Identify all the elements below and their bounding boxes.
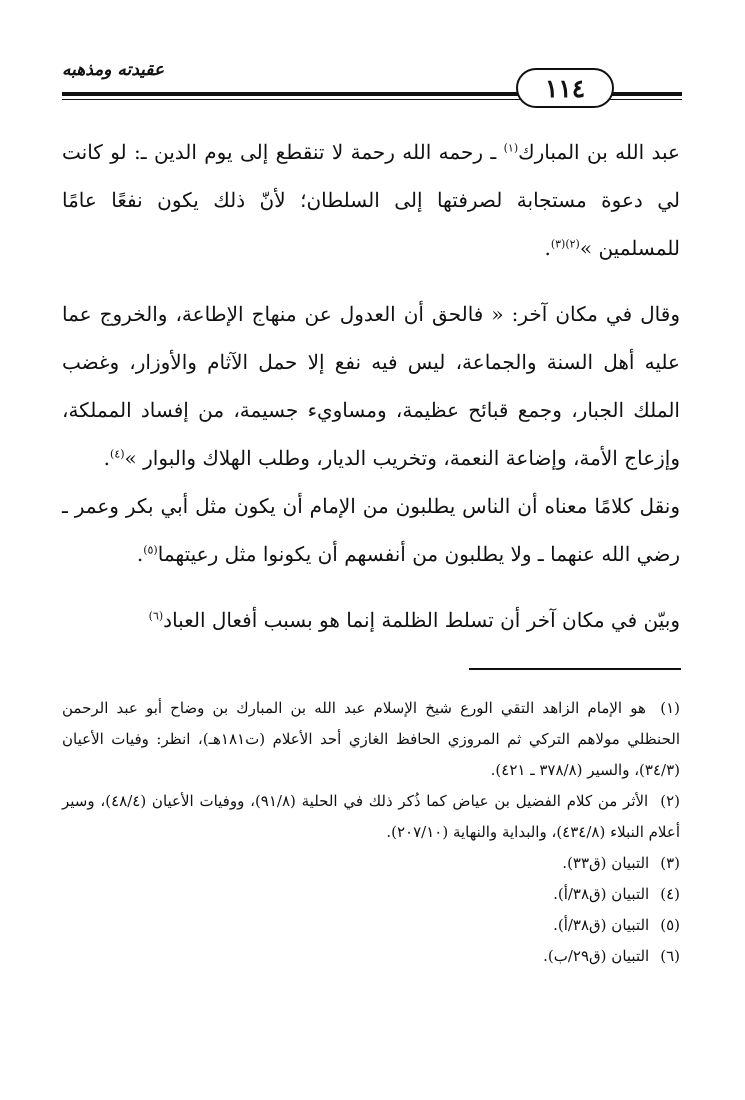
paragraph-1-part-b: ـ رحمه الله رحمة لا تنقطع إلى يوم الدين ـ: لو كانت لي دعوة مستجابة لصرفتها إلى السلطان؛ لأنّ ذلك يكون نفعًا عامًا للمسلمين » [62,140,680,260]
footnote-text: التبيان (ق٣٣). [562,854,650,872]
footnote-text: الأثر من كلام الفضيل بن عياض كما ذُكر ذلك في الحلية (٩١/٨)، ووفيات الأعيان (٤٨/٤)، وسير أعلام النبلاء (٤٣٤/٨)، والبداية والنهاية (٢٠٧/١٠). [62,792,680,841]
paragraph-4-part-a: وبيّن في مكان آخر أن تسلط الظلمة إنما هو بسبب أفعال العباد [163,608,680,632]
footnote-number: (٤) [660,885,680,903]
footnote-text: التبيان (ق٣٨/أ). [553,916,650,934]
paragraph-3 [62,482,680,578]
footnotes [62,693,680,972]
footnote-2 [62,786,680,848]
footnote-number: (١) [660,699,680,717]
paragraph-3-part-a: ونقل كلامًا معناه أن الناس يطلبون من الإمام أن يكون مثل أبي بكر وعمر ـ رضي الله عنهما ـ ولا يطلبون من أنفسهم أن يكونوا مثل رعيتهما [62,494,680,566]
footnote-ref-6: (٦) [148,609,164,623]
paragraph-2 [62,290,680,482]
footnote-3 [62,848,680,879]
footnote-number: (٥) [660,916,680,934]
paragraph-1-part-c: . [544,236,551,260]
footnote-6 [62,941,680,972]
footnote-separator [469,668,681,670]
paragraph-1 [62,128,680,272]
page-number: ١١٤ [516,68,614,108]
footnote-number: (٣) [660,854,680,872]
footnote-ref-1: (١) [503,141,519,155]
footnote-5 [62,910,680,941]
paragraph-1-part-a: عبد الله بن المبارك [518,140,680,164]
footnote-text: التبيان (ق٢٩/ب). [543,947,650,965]
footnote-1 [62,693,680,786]
footnote-text: التبيان (ق٣٨/أ). [553,885,650,903]
footnote-number: (٦) [660,947,680,965]
paragraph-2-part-a: وقال في مكان آخر: « فالحق أن العدول عن منهاج الإطاعة، والخروج عما عليه أهل السنة والجماعة، ليس فيه نفع إلا حمل الآثام والأوزار، وغضب الملك الجبار، وجمع قبائح عظيمة، ومساويء جسيمة، من إفساد المملكة، وإزعاج الأمة، وإضاعة النعمة، وتخريب الديار، وطلب الهلاك والبوار » [62,302,680,470]
main-text [62,128,680,644]
footnote-number: (٢) [660,792,680,810]
page-header [62,52,682,104]
paragraph-2-part-b: . [103,446,111,470]
footnote-ref-4: (٤) [110,447,125,461]
paragraph-4 [62,596,680,644]
footnote-4 [62,879,680,910]
footnote-text: هو الإمام الزاهد التقي الورع شيخ الإسلام عبد الله بن المبارك بن وضاح أبو عبد الرحمن الحنظلي مولاهم التركي ثم المروزي الحافظ الغازي أحد الأعلام (ت١٨١هـ)، انظر: وفيات الأعيان (٣٤/٣)، والسير (٣٧٨/٨ ـ ٤٢١). [62,699,680,779]
footnote-ref-5: (٥) [143,543,158,557]
paragraph-3-part-b: . [136,542,144,566]
running-title: عقيدته ومذهبه [62,60,165,80]
footnote-ref-2-3: (٢)(٣) [550,237,580,251]
